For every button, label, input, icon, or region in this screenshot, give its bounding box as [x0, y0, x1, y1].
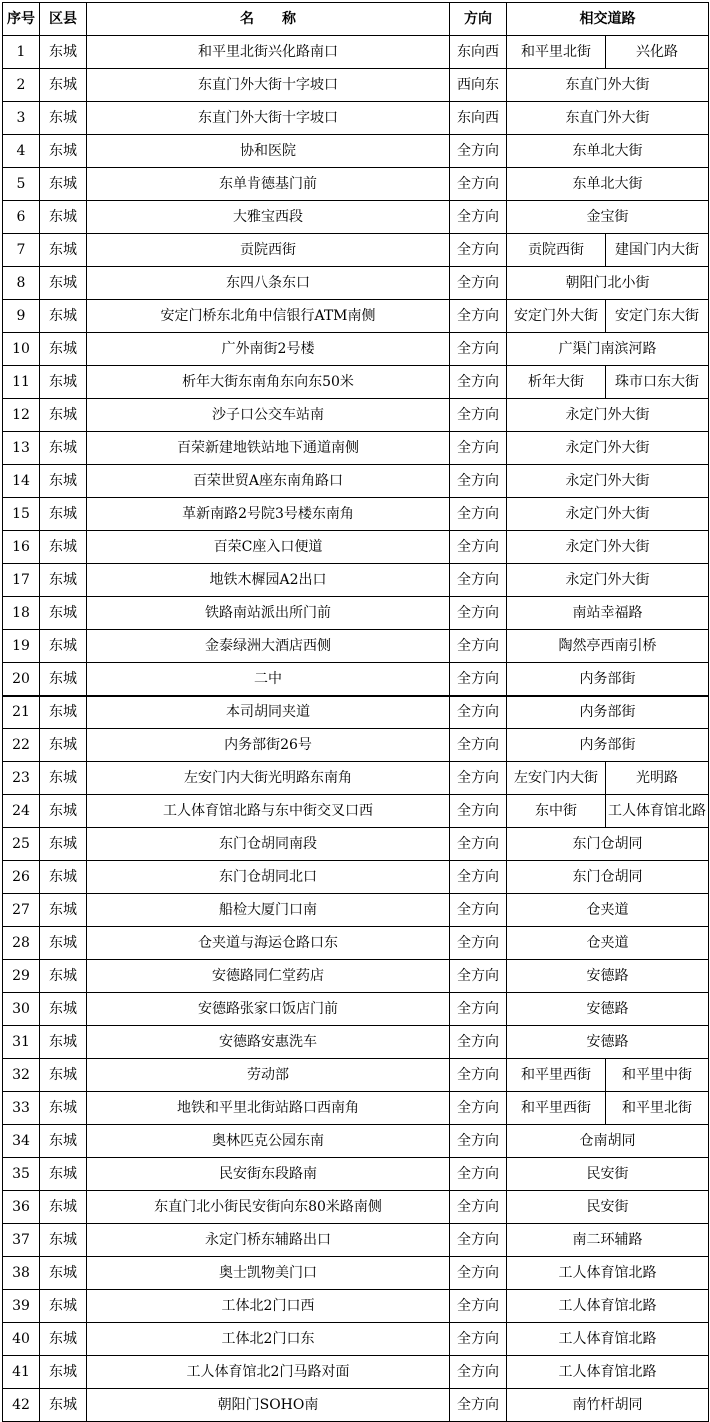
cell-seq: 35	[3, 1158, 40, 1191]
cell-name: 工体北2门口西	[87, 1290, 450, 1323]
table-row	[3, 399, 709, 432]
table-row	[3, 894, 709, 927]
cell-seq: 37	[3, 1224, 40, 1257]
table-header-row	[3, 3, 709, 36]
cell-seq: 13	[3, 432, 40, 465]
cell-seq: 30	[3, 993, 40, 1026]
cell-road: 南竹杆胡同	[507, 1389, 709, 1422]
table-row	[3, 168, 709, 201]
cell-name: 民安街东段路南	[87, 1158, 450, 1191]
cell-seq: 29	[3, 960, 40, 993]
cell-name: 析年大街东南角东向东50米	[87, 366, 450, 399]
cell-direction: 全方向	[450, 993, 507, 1026]
cell-direction: 东向西	[450, 36, 507, 69]
table-row	[3, 960, 709, 993]
cell-district: 东城	[40, 69, 87, 102]
cell-seq: 1	[3, 36, 40, 69]
cell-road: 东单北大街	[507, 168, 709, 201]
cell-direction: 全方向	[450, 1059, 507, 1092]
cell-direction: 全方向	[450, 894, 507, 927]
cell-road: 和平里中街	[606, 1059, 709, 1092]
cell-seq: 2	[3, 69, 40, 102]
cell-road: 民安街	[507, 1158, 709, 1191]
cell-direction: 全方向	[450, 498, 507, 531]
table-row	[3, 1059, 709, 1092]
cell-direction: 全方向	[450, 399, 507, 432]
cell-road: 东门仓胡同	[507, 861, 709, 894]
cell-name: 革新南路2号院3号楼东南角	[87, 498, 450, 531]
column-header-direction: 方向	[450, 3, 507, 36]
cell-road: 永定门外大街	[507, 531, 709, 564]
cell-seq: 20	[3, 663, 40, 696]
cell-direction: 全方向	[450, 1158, 507, 1191]
table-row	[3, 366, 709, 399]
cell-road: 永定门外大街	[507, 432, 709, 465]
cell-name: 船检大厦门口南	[87, 894, 450, 927]
table-row	[3, 1092, 709, 1125]
cell-direction: 西向东	[450, 69, 507, 102]
cell-name: 左安门内大街光明路东南角	[87, 762, 450, 795]
cell-road: 东中街	[507, 795, 606, 828]
cell-district: 东城	[40, 993, 87, 1026]
table-row	[3, 861, 709, 894]
table-row	[3, 300, 709, 333]
cell-seq: 34	[3, 1125, 40, 1158]
table-row	[3, 729, 709, 762]
table-row	[3, 828, 709, 861]
cell-road: 安德路	[507, 993, 709, 1026]
cell-district: 东城	[40, 630, 87, 663]
cell-road: 金宝街	[507, 201, 709, 234]
cell-district: 东城	[40, 432, 87, 465]
cell-name: 安德路安惠洗车	[87, 1026, 450, 1059]
table-row	[3, 1191, 709, 1224]
cell-name: 内务部街26号	[87, 729, 450, 762]
cell-name: 百荣C座入口便道	[87, 531, 450, 564]
cell-road: 内务部街	[507, 663, 709, 696]
cell-name: 东直门北小街民安街向东80米路南侧	[87, 1191, 450, 1224]
cell-name: 安定门桥东北角中信银行ATM南侧	[87, 300, 450, 333]
cell-district: 东城	[40, 564, 87, 597]
cell-seq: 33	[3, 1092, 40, 1125]
cell-road: 东直门外大街	[507, 102, 709, 135]
column-header-name: 名 称	[87, 3, 450, 36]
cell-road: 内务部街	[507, 696, 709, 729]
cell-road: 永定门外大街	[507, 564, 709, 597]
table-row	[3, 234, 709, 267]
cell-district: 东城	[40, 1257, 87, 1290]
cell-direction: 全方向	[450, 597, 507, 630]
cell-district: 东城	[40, 1191, 87, 1224]
cell-district: 东城	[40, 1125, 87, 1158]
cell-road: 工人体育馆北路	[606, 795, 709, 828]
cell-district: 东城	[40, 168, 87, 201]
cell-name: 百荣世贸A座东南角路口	[87, 465, 450, 498]
cell-seq: 24	[3, 795, 40, 828]
cell-name: 地铁和平里北街站路口西南角	[87, 1092, 450, 1125]
table-row	[3, 630, 709, 663]
cell-direction: 全方向	[450, 1224, 507, 1257]
table-row	[3, 564, 709, 597]
cell-road: 东门仓胡同	[507, 828, 709, 861]
table-row	[3, 531, 709, 564]
cell-seq: 27	[3, 894, 40, 927]
table-row	[3, 1257, 709, 1290]
table-row	[3, 432, 709, 465]
cell-seq: 14	[3, 465, 40, 498]
cell-name: 地铁木樨园A2出口	[87, 564, 450, 597]
cell-direction: 全方向	[450, 366, 507, 399]
cell-direction: 全方向	[450, 1389, 507, 1422]
cell-road: 永定门外大街	[507, 465, 709, 498]
column-header-district: 区县	[40, 3, 87, 36]
cell-district: 东城	[40, 1158, 87, 1191]
cell-name: 工人体育馆北2门马路对面	[87, 1356, 450, 1389]
cell-name: 奥林匹克公园东南	[87, 1125, 450, 1158]
cell-name: 永定门桥东辅路出口	[87, 1224, 450, 1257]
cell-road: 安德路	[507, 1026, 709, 1059]
cell-direction: 全方向	[450, 234, 507, 267]
cell-seq: 19	[3, 630, 40, 663]
cell-road: 南二环辅路	[507, 1224, 709, 1257]
table-row	[3, 498, 709, 531]
table-row	[3, 795, 709, 828]
cell-road: 民安街	[507, 1191, 709, 1224]
table-row	[3, 267, 709, 300]
table-row	[3, 696, 709, 729]
cell-direction: 全方向	[450, 1191, 507, 1224]
cell-district: 东城	[40, 333, 87, 366]
table-row	[3, 1125, 709, 1158]
table-row	[3, 135, 709, 168]
cell-seq: 21	[3, 696, 40, 729]
cell-name: 仓夹道与海运仓路口东	[87, 927, 450, 960]
cell-seq: 5	[3, 168, 40, 201]
cell-name: 本司胡同夹道	[87, 696, 450, 729]
table-row	[3, 927, 709, 960]
table-body	[3, 36, 709, 1422]
table-row	[3, 69, 709, 102]
cell-direction: 全方向	[450, 696, 507, 729]
table-row	[3, 597, 709, 630]
cell-road: 珠市口东大街	[606, 366, 709, 399]
cell-road: 朝阳门北小街	[507, 267, 709, 300]
cell-road: 陶然亭西南引桥	[507, 630, 709, 663]
cell-name: 奥士凯物美门口	[87, 1257, 450, 1290]
cell-road: 安定门外大街	[507, 300, 606, 333]
cell-name: 劳动部	[87, 1059, 450, 1092]
cell-direction: 全方向	[450, 729, 507, 762]
table-row	[3, 1323, 709, 1356]
cell-seq: 39	[3, 1290, 40, 1323]
cell-district: 东城	[40, 729, 87, 762]
cell-name: 朝阳门SOHO南	[87, 1389, 450, 1422]
cell-road: 安德路	[507, 960, 709, 993]
cell-direction: 全方向	[450, 861, 507, 894]
cell-direction: 全方向	[450, 432, 507, 465]
cell-district: 东城	[40, 201, 87, 234]
cell-road: 仓夹道	[507, 927, 709, 960]
cell-direction: 全方向	[450, 531, 507, 564]
cell-name: 东直门外大街十字坡口	[87, 102, 450, 135]
cell-district: 东城	[40, 861, 87, 894]
cell-district: 东城	[40, 927, 87, 960]
cell-seq: 7	[3, 234, 40, 267]
cell-seq: 26	[3, 861, 40, 894]
cell-direction: 全方向	[450, 1125, 507, 1158]
cell-direction: 全方向	[450, 1257, 507, 1290]
cell-district: 东城	[40, 234, 87, 267]
table-row	[3, 762, 709, 795]
cell-name: 东门仓胡同南段	[87, 828, 450, 861]
cell-district: 东城	[40, 399, 87, 432]
cell-direction: 全方向	[450, 201, 507, 234]
table-row	[3, 1290, 709, 1323]
cell-district: 东城	[40, 1290, 87, 1323]
cell-seq: 12	[3, 399, 40, 432]
cell-name: 广外南街2号楼	[87, 333, 450, 366]
cell-seq: 23	[3, 762, 40, 795]
cell-name: 大雅宝西段	[87, 201, 450, 234]
cell-district: 东城	[40, 894, 87, 927]
cell-direction: 全方向	[450, 168, 507, 201]
cell-district: 东城	[40, 135, 87, 168]
cell-road: 永定门外大街	[507, 498, 709, 531]
cell-road: 建国门内大街	[606, 234, 709, 267]
cell-district: 东城	[40, 465, 87, 498]
cell-district: 东城	[40, 366, 87, 399]
cell-direction: 东向西	[450, 102, 507, 135]
column-header-seq: 序号	[3, 3, 40, 36]
cell-district: 东城	[40, 663, 87, 696]
cell-road: 工人体育馆北路	[507, 1257, 709, 1290]
cell-direction: 全方向	[450, 762, 507, 795]
cell-direction: 全方向	[450, 1026, 507, 1059]
cell-name: 协和医院	[87, 135, 450, 168]
cell-district: 东城	[40, 498, 87, 531]
cell-seq: 41	[3, 1356, 40, 1389]
table-row	[3, 663, 709, 696]
cell-direction: 全方向	[450, 300, 507, 333]
cell-road: 和平里西街	[507, 1092, 606, 1125]
cell-direction: 全方向	[450, 795, 507, 828]
cell-road: 仓夹道	[507, 894, 709, 927]
cell-road: 和平里北街	[507, 36, 606, 69]
cell-seq: 32	[3, 1059, 40, 1092]
cell-seq: 25	[3, 828, 40, 861]
cell-road: 和平里西街	[507, 1059, 606, 1092]
cell-road: 贡院西街	[507, 234, 606, 267]
cell-seq: 3	[3, 102, 40, 135]
cell-seq: 28	[3, 927, 40, 960]
table-row	[3, 333, 709, 366]
cell-district: 东城	[40, 300, 87, 333]
table-row	[3, 1356, 709, 1389]
cell-name: 沙子口公交车站南	[87, 399, 450, 432]
table-row	[3, 102, 709, 135]
cell-name: 工体北2门口东	[87, 1323, 450, 1356]
cell-direction: 全方向	[450, 927, 507, 960]
cell-district: 东城	[40, 531, 87, 564]
cell-name: 百荣新建地铁站地下通道南侧	[87, 432, 450, 465]
cell-seq: 36	[3, 1191, 40, 1224]
cell-seq: 31	[3, 1026, 40, 1059]
cell-district: 东城	[40, 597, 87, 630]
cell-seq: 22	[3, 729, 40, 762]
cell-direction: 全方向	[450, 630, 507, 663]
cell-district: 东城	[40, 36, 87, 69]
cell-district: 东城	[40, 1323, 87, 1356]
cell-road: 左安门内大街	[507, 762, 606, 795]
cell-district: 东城	[40, 1026, 87, 1059]
cell-district: 东城	[40, 267, 87, 300]
cell-road: 仓南胡同	[507, 1125, 709, 1158]
cell-road: 内务部街	[507, 729, 709, 762]
cell-district: 东城	[40, 696, 87, 729]
cell-name: 金泰绿洲大酒店西侧	[87, 630, 450, 663]
table-row	[3, 36, 709, 69]
cell-district: 东城	[40, 828, 87, 861]
table-row	[3, 1389, 709, 1422]
cell-direction: 全方向	[450, 564, 507, 597]
cell-district: 东城	[40, 795, 87, 828]
cell-road: 和平里北街	[606, 1092, 709, 1125]
cell-district: 东城	[40, 1092, 87, 1125]
cell-road: 兴化路	[606, 36, 709, 69]
cell-name: 贡院西街	[87, 234, 450, 267]
table-row	[3, 993, 709, 1026]
cell-name: 安德路同仁堂药店	[87, 960, 450, 993]
cell-direction: 全方向	[450, 1323, 507, 1356]
cell-seq: 10	[3, 333, 40, 366]
cell-name: 东直门外大街十字坡口	[87, 69, 450, 102]
cell-seq: 15	[3, 498, 40, 531]
cell-seq: 18	[3, 597, 40, 630]
cell-seq: 4	[3, 135, 40, 168]
cell-name: 和平里北街兴化路南口	[87, 36, 450, 69]
column-header-roads: 相交道路	[507, 3, 709, 36]
cell-road: 工人体育馆北路	[507, 1356, 709, 1389]
cell-district: 东城	[40, 960, 87, 993]
cell-seq: 9	[3, 300, 40, 333]
cell-road: 广渠门南滨河路	[507, 333, 709, 366]
cell-road: 工人体育馆北路	[507, 1290, 709, 1323]
cell-road: 析年大街	[507, 366, 606, 399]
cell-direction: 全方向	[450, 135, 507, 168]
cell-road: 永定门外大街	[507, 399, 709, 432]
cell-direction: 全方向	[450, 663, 507, 696]
cell-district: 东城	[40, 1389, 87, 1422]
cell-name: 工人体育馆北路与东中街交叉口西	[87, 795, 450, 828]
cell-name: 铁路南站派出所门前	[87, 597, 450, 630]
cell-seq: 42	[3, 1389, 40, 1422]
cell-direction: 全方向	[450, 1356, 507, 1389]
cell-road: 东单北大街	[507, 135, 709, 168]
cell-district: 东城	[40, 102, 87, 135]
cell-seq: 11	[3, 366, 40, 399]
cell-direction: 全方向	[450, 267, 507, 300]
table-row	[3, 1026, 709, 1059]
cell-road: 安定门东大街	[606, 300, 709, 333]
cell-name: 东门仓胡同北口	[87, 861, 450, 894]
cell-direction: 全方向	[450, 828, 507, 861]
cell-district: 东城	[40, 1059, 87, 1092]
cell-name: 东单肯德基门前	[87, 168, 450, 201]
cell-seq: 16	[3, 531, 40, 564]
cell-direction: 全方向	[450, 960, 507, 993]
cell-road: 光明路	[606, 762, 709, 795]
cell-road: 工人体育馆北路	[507, 1323, 709, 1356]
cell-name: 安德路张家口饭店门前	[87, 993, 450, 1026]
table-row	[3, 1224, 709, 1257]
cell-seq: 38	[3, 1257, 40, 1290]
cell-district: 东城	[40, 1224, 87, 1257]
cell-direction: 全方向	[450, 465, 507, 498]
table-row	[3, 1158, 709, 1191]
cell-seq: 40	[3, 1323, 40, 1356]
cell-road: 南站幸福路	[507, 597, 709, 630]
cell-direction: 全方向	[450, 333, 507, 366]
cell-seq: 6	[3, 201, 40, 234]
cell-district: 东城	[40, 762, 87, 795]
cell-seq: 8	[3, 267, 40, 300]
parking-location-table	[2, 2, 709, 1422]
cell-seq: 17	[3, 564, 40, 597]
table-row	[3, 201, 709, 234]
cell-direction: 全方向	[450, 1290, 507, 1323]
cell-name: 二中	[87, 663, 450, 696]
cell-name: 东四八条东口	[87, 267, 450, 300]
cell-road: 东直门外大街	[507, 69, 709, 102]
cell-direction: 全方向	[450, 1092, 507, 1125]
table-row	[3, 465, 709, 498]
cell-district: 东城	[40, 1356, 87, 1389]
